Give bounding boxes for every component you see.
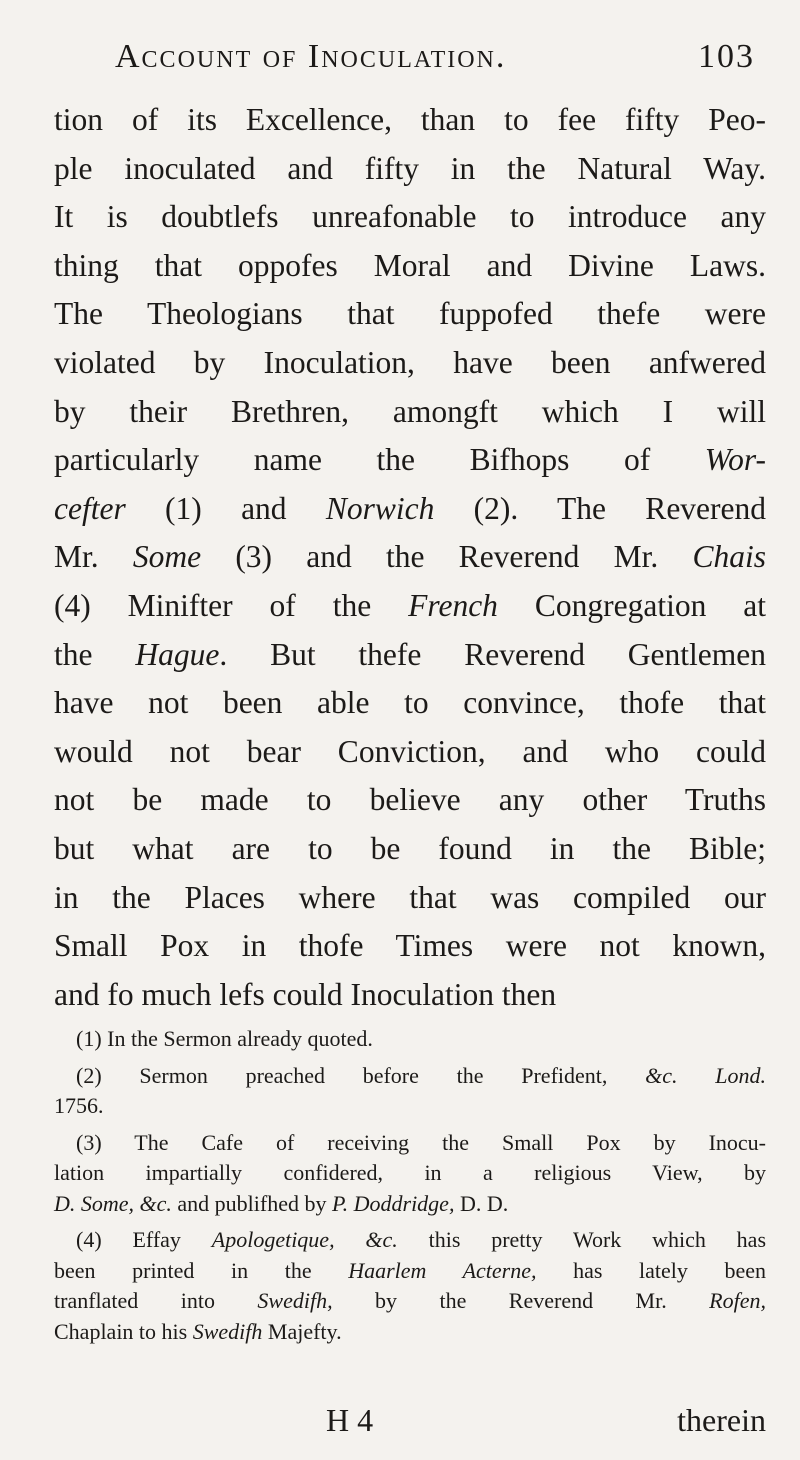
- emphasis: Apologetique, &c.: [211, 1227, 398, 1252]
- text-line: in the Places where that was compiled our: [54, 879, 766, 915]
- footnote-1: [54, 1024, 766, 1055]
- text-line: [54, 582, 766, 631]
- header-title: Account of Inoculation.: [115, 38, 507, 75]
- footnote-line: (3) The Cafe of receiving the Small Pox by Inocu-: [76, 1129, 766, 1155]
- emphasis: D. Some, &c.: [54, 1190, 172, 1216]
- footnote-4: [54, 1225, 766, 1347]
- footnote-line: [54, 1286, 766, 1317]
- page-footer: [54, 1402, 766, 1446]
- text-run: tranflated into: [54, 1288, 258, 1313]
- text-line: would not bear Conviction, and who could: [54, 733, 766, 769]
- footnote-line: [54, 1256, 766, 1287]
- text-run: by the Reverend Mr.: [332, 1288, 710, 1313]
- footnote-line: [54, 1317, 766, 1348]
- place-name: Hague: [135, 636, 220, 672]
- person-name: Rofen,: [709, 1288, 766, 1313]
- text-run: (4) Effay: [76, 1227, 212, 1252]
- emphasis: Swedifh,: [257, 1288, 333, 1313]
- emphasis: French: [408, 587, 498, 623]
- person-name: Chais: [692, 539, 766, 575]
- text-run: (4) Minifter of the: [54, 587, 409, 623]
- footnote-2: [54, 1061, 766, 1122]
- text-run: been printed in the: [54, 1257, 349, 1283]
- text-line: violated by Inoculation, have been anfwered: [54, 344, 766, 380]
- page-number: 103: [698, 38, 755, 75]
- text-run: the: [54, 636, 136, 672]
- footnote-line: [54, 1225, 766, 1256]
- emphasis: &c. Lond.: [645, 1062, 766, 1088]
- text-line: not be made to believe any other Truths: [54, 782, 766, 818]
- emphasis: Haarlem Acterne,: [348, 1257, 537, 1283]
- text-line: The Theologians that fuppofed thefe were: [54, 296, 766, 332]
- footnote-line: (1) In the Sermon already quoted.: [76, 1026, 373, 1051]
- text-line: ple inoculated and fifty in the Natural Way.: [54, 150, 766, 186]
- text-run: and publifhed by: [171, 1190, 333, 1216]
- running-header: [115, 38, 755, 88]
- text-run: Congregation at: [497, 587, 766, 623]
- person-name: P. Doddridge,: [332, 1190, 455, 1216]
- text-line: [54, 485, 766, 534]
- text-line: and fo much lefs could Inoculation then: [54, 976, 557, 1012]
- text-line: [54, 533, 766, 582]
- footnote-line: [54, 1189, 766, 1220]
- text-line: have not been able to convince, thofe that: [54, 685, 766, 721]
- text-line: but what are to be found in the Bible;: [54, 830, 766, 866]
- text-line: Small Pox in thofe Times were not known,: [54, 928, 766, 964]
- text-run: particularly name the Bifhops of: [54, 442, 705, 478]
- text-run: this pretty Work which has: [397, 1227, 767, 1252]
- signature-mark: H 4: [326, 1402, 374, 1438]
- text-run: (1) and: [125, 490, 326, 526]
- footnote-line: [54, 1061, 766, 1092]
- text-run: has lately been: [536, 1257, 766, 1283]
- place-name: Wor-: [704, 442, 766, 478]
- emphasis: Swedifh: [192, 1318, 263, 1344]
- text-line: [54, 436, 766, 485]
- person-name: Some: [132, 539, 202, 575]
- text-line: [54, 631, 766, 680]
- text-line: thing that oppofes Moral and Divine Laws.: [54, 247, 766, 283]
- main-text: [54, 96, 766, 1019]
- footnotes: [54, 1024, 766, 1353]
- footnote-line: lation impartially confidered, in a religious View, by: [54, 1160, 766, 1185]
- footnote-line: 1756.: [54, 1093, 104, 1118]
- text-run: (3) and the Reverend Mr.: [201, 539, 693, 575]
- text-run: D. D.: [454, 1190, 509, 1216]
- text-line: by their Brethren, amongft which I will: [54, 393, 766, 429]
- text-run: . But thefe Reverend Gentlemen: [219, 636, 766, 672]
- place-name: cefter: [54, 490, 126, 526]
- catchword: therein: [677, 1402, 766, 1438]
- place-name: Norwich: [325, 490, 435, 526]
- text-line: It is doubtlefs unreafonable to introduce any: [54, 199, 766, 235]
- text-run: Mr.: [54, 539, 133, 575]
- text-run: Chaplain to his: [54, 1318, 193, 1344]
- footnote-3: [54, 1128, 766, 1220]
- text-run: (2) Sermon preached before the Prefident,: [76, 1062, 646, 1088]
- text-run: Majefty.: [262, 1318, 342, 1344]
- text-line: tion of its Excellence, than to fee fifty Peo-: [54, 102, 766, 137]
- text-run: (2). The Reverend: [434, 490, 766, 526]
